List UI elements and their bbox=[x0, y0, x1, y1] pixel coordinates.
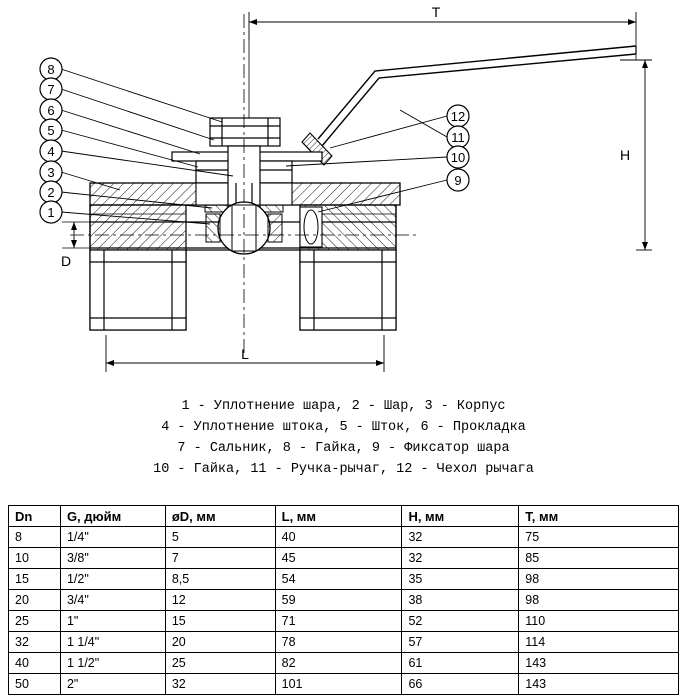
col-header-l: L, мм bbox=[275, 506, 402, 527]
cell-l: 45 bbox=[275, 548, 402, 569]
callout-6: 6 bbox=[47, 103, 55, 118]
cell-d: 5 bbox=[165, 527, 275, 548]
table-row bbox=[9, 674, 679, 695]
cell-l: 40 bbox=[275, 527, 402, 548]
callout-bubbles-left bbox=[40, 58, 62, 223]
table-row bbox=[9, 653, 679, 674]
parts-legend bbox=[0, 396, 687, 480]
callout-1: 1 bbox=[47, 205, 55, 220]
cell-g: 1 1/4" bbox=[60, 632, 165, 653]
table-header-row bbox=[9, 506, 679, 527]
col-header-d: øD, мм bbox=[165, 506, 275, 527]
legend-line-4: 10 - Гайка, 11 - Ручка-рычаг, 12 - Чехол рычага bbox=[153, 462, 534, 477]
cell-h: 66 bbox=[402, 674, 519, 695]
cell-d: 7 bbox=[165, 548, 275, 569]
cell-h: 32 bbox=[402, 548, 519, 569]
col-header-t: T, мм bbox=[519, 506, 679, 527]
dimension-T bbox=[249, 12, 636, 40]
callout-bubbles-right bbox=[447, 105, 469, 191]
cell-h: 38 bbox=[402, 590, 519, 611]
cell-dn: 32 bbox=[9, 632, 61, 653]
cell-t: 98 bbox=[519, 569, 679, 590]
lever-handle bbox=[302, 46, 636, 165]
dimension-label-T: T bbox=[431, 4, 441, 20]
dimensions-table bbox=[8, 505, 679, 695]
callout-2: 2 bbox=[47, 185, 55, 200]
cell-d: 20 bbox=[165, 632, 275, 653]
table-row bbox=[9, 632, 679, 653]
cell-l: 54 bbox=[275, 569, 402, 590]
cell-dn: 20 bbox=[9, 590, 61, 611]
cell-l: 101 bbox=[275, 674, 402, 695]
cell-h: 57 bbox=[402, 632, 519, 653]
cell-g: 3/8" bbox=[60, 548, 165, 569]
dimensions-table-wrapper bbox=[8, 505, 679, 695]
callout-7: 7 bbox=[47, 82, 55, 97]
cell-d: 8,5 bbox=[165, 569, 275, 590]
legend-line-1: 1 - Уплотнение шара, 2 - Шар, 3 - Корпус bbox=[181, 399, 506, 414]
table-row bbox=[9, 527, 679, 548]
cell-l: 82 bbox=[275, 653, 402, 674]
col-header-g: G, дюйм bbox=[60, 506, 165, 527]
legend-line-2: 4 - Уплотнение штока, 5 - Шток, 6 - Прокладка bbox=[161, 420, 526, 435]
cell-dn: 25 bbox=[9, 611, 61, 632]
cell-g: 3/4" bbox=[60, 590, 165, 611]
cell-dn: 8 bbox=[9, 527, 61, 548]
cell-t: 98 bbox=[519, 590, 679, 611]
cell-t: 85 bbox=[519, 548, 679, 569]
col-header-dn: Dn bbox=[9, 506, 61, 527]
cell-h: 52 bbox=[402, 611, 519, 632]
cell-l: 59 bbox=[275, 590, 402, 611]
cell-g: 1/2" bbox=[60, 569, 165, 590]
table-row bbox=[9, 611, 679, 632]
cell-dn: 15 bbox=[9, 569, 61, 590]
col-header-h: H, мм bbox=[402, 506, 519, 527]
cell-d: 15 bbox=[165, 611, 275, 632]
cell-dn: 50 bbox=[9, 674, 61, 695]
table-row bbox=[9, 569, 679, 590]
cell-t: 143 bbox=[519, 653, 679, 674]
table-row bbox=[9, 590, 679, 611]
cell-h: 61 bbox=[402, 653, 519, 674]
dimension-label-D: D bbox=[60, 253, 72, 269]
cell-d: 32 bbox=[165, 674, 275, 695]
cell-d: 12 bbox=[165, 590, 275, 611]
cell-g: 1 1/2" bbox=[60, 653, 165, 674]
cell-l: 71 bbox=[275, 611, 402, 632]
table-row bbox=[9, 548, 679, 569]
cell-g: 2" bbox=[60, 674, 165, 695]
callout-3: 3 bbox=[47, 165, 55, 180]
cell-t: 110 bbox=[519, 611, 679, 632]
callout-8: 8 bbox=[47, 62, 55, 77]
cell-dn: 10 bbox=[9, 548, 61, 569]
cell-t: 114 bbox=[519, 632, 679, 653]
cell-l: 78 bbox=[275, 632, 402, 653]
callout-9: 9 bbox=[454, 173, 462, 188]
dimension-label-L: L bbox=[241, 346, 249, 362]
cell-g: 1" bbox=[60, 611, 165, 632]
callout-4: 4 bbox=[47, 144, 55, 159]
cell-t: 143 bbox=[519, 674, 679, 695]
callout-11: 11 bbox=[451, 130, 465, 145]
callout-12: 12 bbox=[450, 109, 466, 124]
cell-h: 35 bbox=[402, 569, 519, 590]
cell-h: 32 bbox=[402, 527, 519, 548]
cell-t: 75 bbox=[519, 527, 679, 548]
cell-d: 25 bbox=[165, 653, 275, 674]
dimension-label-H: H bbox=[619, 147, 631, 163]
callout-10: 10 bbox=[450, 150, 466, 165]
callout-5: 5 bbox=[47, 123, 55, 138]
stem-nut bbox=[210, 118, 280, 146]
legend-line-3: 7 - Сальник, 8 - Гайка, 9 - Фиксатор шара bbox=[177, 441, 510, 456]
cell-dn: 40 bbox=[9, 653, 61, 674]
cell-g: 1/4" bbox=[60, 527, 165, 548]
